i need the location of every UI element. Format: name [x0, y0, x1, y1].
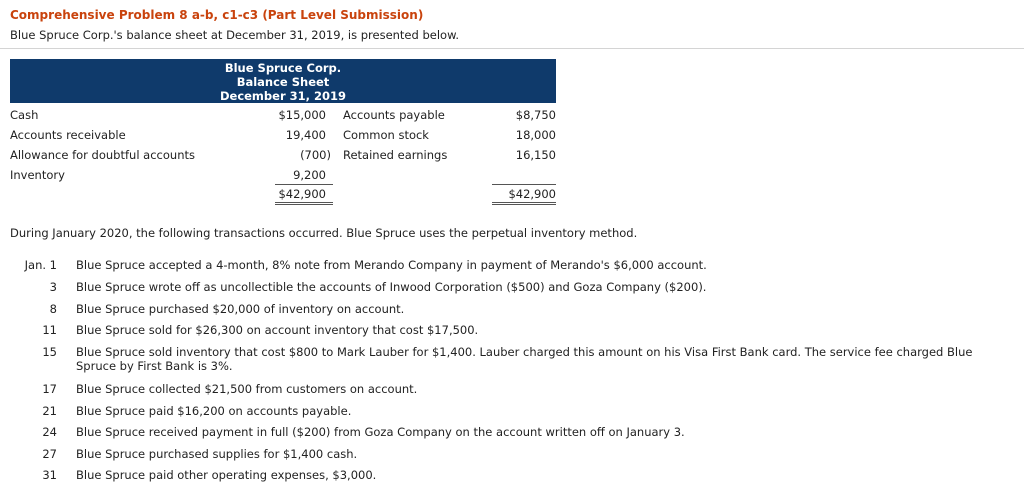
transaction-text: Blue Spruce sold for $26,300 on account inventory that cost $17,500.: [76, 323, 479, 337]
transaction-date: 31: [42, 468, 57, 482]
asset-label: Inventory: [10, 168, 65, 182]
asset-value: 19,400: [285, 128, 326, 142]
asset-value: 9,200: [293, 168, 326, 182]
problem-title: Comprehensive Problem 8 a-b, c1-c3 (Part Level Submission): [10, 8, 424, 22]
transaction-date: 24: [42, 425, 57, 439]
assets-total: $42,900: [278, 187, 326, 201]
liability-label: Common stock: [343, 128, 429, 142]
transaction-text: Blue Spruce paid $16,200 on accounts payable.: [76, 404, 352, 418]
asset-label: Cash: [10, 108, 39, 122]
total-double-rule: [492, 202, 556, 205]
transaction-date: 8: [49, 302, 57, 316]
balance-sheet-header: [10, 59, 556, 103]
subtotal-rule: [275, 184, 333, 185]
asset-label: Accounts receivable: [10, 128, 126, 142]
transaction-date: 11: [42, 323, 57, 337]
asset-value: $15,000: [278, 108, 326, 122]
transactions-intro: During January 2020, the following transactions occurred. Blue Spruce uses the perpetual inventory method.: [10, 226, 638, 240]
transaction-text: Blue Spruce paid other operating expenses, $3,000.: [76, 468, 377, 482]
transaction-text: Blue Spruce wrote off as uncollectible the accounts of Inwood Corporation ($500) and Goza Company ($200).: [76, 280, 707, 294]
transaction-date: 21: [42, 404, 57, 418]
transaction-text: Blue Spruce received payment in full ($200) from Goza Company on the account written off on January 3.: [76, 425, 685, 439]
transaction-text: Blue Spruce purchased $20,000 of inventory on account.: [76, 302, 405, 316]
transaction-date: 3: [49, 280, 57, 294]
liability-label: Retained earnings: [343, 148, 448, 162]
transaction-date: 27: [42, 447, 57, 461]
total-double-rule: [275, 202, 333, 205]
asset-value: (700): [300, 148, 331, 162]
divider: [0, 48, 1024, 49]
transaction-date: Jan. 1: [24, 258, 57, 272]
statement-date: December 31, 2019: [219, 89, 347, 103]
liability-value: 16,150: [515, 148, 556, 162]
transaction-date: 15: [42, 345, 57, 359]
company-name: Blue Spruce Corp.: [224, 61, 342, 75]
problem-subtitle: Blue Spruce Corp.'s balance sheet at December 31, 2019, is presented below.: [10, 28, 460, 42]
liabilities-total: $42,900: [508, 187, 556, 201]
subtotal-rule: [492, 184, 556, 185]
liability-label: Accounts payable: [343, 108, 445, 122]
liability-value: 18,000: [515, 128, 556, 142]
transaction-date: 17: [42, 382, 57, 396]
liability-value: $8,750: [515, 108, 556, 122]
statement-name: Balance Sheet: [236, 75, 330, 89]
transaction-text: Blue Spruce collected $21,500 from customers on account.: [76, 382, 418, 396]
asset-label: Allowance for doubtful accounts: [10, 148, 195, 162]
transaction-text: Blue Spruce purchased supplies for $1,400 cash.: [76, 447, 358, 461]
transaction-text: Blue Spruce accepted a 4-month, 8% note from Merando Company in payment of Merando's $6,000 account.: [76, 258, 707, 272]
transaction-text: Blue Spruce sold inventory that cost $800 to Mark Lauber for $1,400. Lauber charged this amount on his Visa First Bank card. The service fee charged Blue Spruce by First Bank is 3%.: [76, 345, 973, 373]
